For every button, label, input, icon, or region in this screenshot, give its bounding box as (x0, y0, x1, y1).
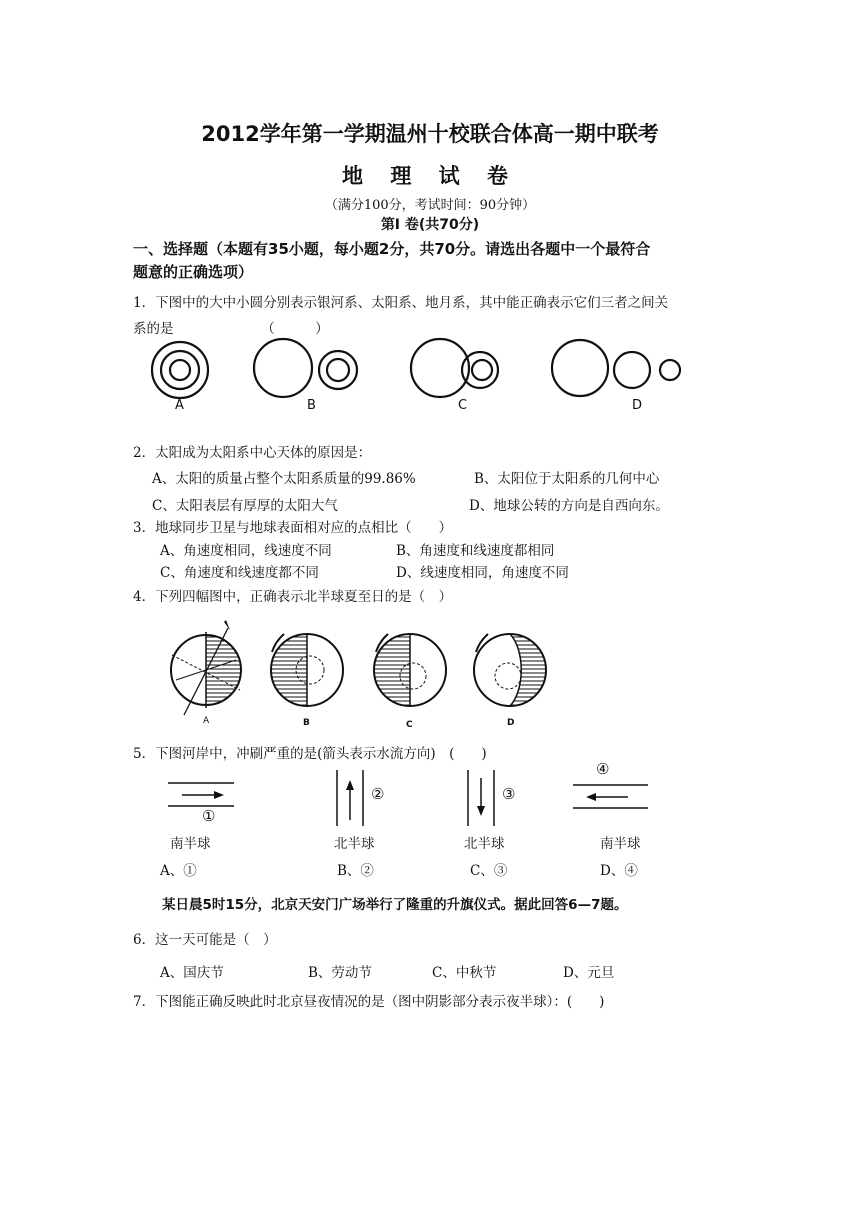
q5-option-a: A、① (160, 863, 197, 879)
q5-river-4 (573, 785, 648, 808)
q4-label-c: C (406, 720, 413, 730)
subject-title: 地 理 试 卷 (342, 164, 518, 188)
q3-stem: 3．地球同步卫星与地球表面相对应的点相比（ ） (133, 520, 453, 536)
q4-label-b: B (303, 718, 310, 728)
q2-stem: 2．太阳成为太阳系中心天体的原因是： (133, 445, 372, 461)
q2-option-c: C、太阳表层有厚厚的太阳大气 (152, 498, 338, 514)
q6-option-a: A、国庆节 (160, 965, 224, 981)
part-title: 第Ⅰ 卷(共70分) (380, 217, 480, 233)
q5-hemisphere-3: 北半球 (464, 836, 505, 852)
q5-river-1 (168, 783, 234, 806)
q5-option-c: C、③ (470, 863, 508, 879)
q3-option-b: B、角速度和线速度都相同 (396, 543, 555, 559)
q1-label-b: B (307, 398, 316, 413)
q5-hemisphere-1: 南半球 (170, 836, 211, 852)
q5-mark-3: ③ (502, 785, 516, 803)
q4-label-d: D (507, 718, 515, 728)
section-heading-line1: 一、选择题（本题有35小题，每小题2分，共70分。请选出各题中一个最符合 (133, 240, 651, 258)
exam-meta: （满分100分，考试时间：90分钟） (324, 198, 536, 213)
q2-option-a: A、太阳的质量占整个太阳系质量的99.86% (152, 471, 416, 487)
q3-option-a: A、角速度相同，线速度不同 (160, 543, 332, 559)
q1-label-d: D (632, 398, 643, 413)
q5-option-b: B、② (337, 863, 374, 879)
q4-label-a: A (203, 716, 210, 726)
q5-river-2 (337, 770, 363, 826)
q5-mark-2: ② (371, 785, 385, 803)
q5-hemisphere-4: 南半球 (600, 836, 641, 852)
q67-intro: 某日晨5时15分，北京天安门广场举行了隆重的升旗仪式。据此回答6—7题。 (162, 897, 628, 913)
exam-title: 2012学年第一学期温州十校联合体高一期中联考 (201, 122, 659, 146)
q6-option-b: B、劳动节 (308, 965, 372, 981)
section-heading-line2: 题意的正确选项） (133, 263, 254, 281)
q5-mark-1: ① (202, 807, 216, 825)
q5-stem: 5．下图河岸中，冲刷严重的是(箭头表示水流方向) ( ) (133, 746, 487, 762)
q6-option-c: C、中秋节 (432, 965, 497, 981)
q1-stem-line1: 1．下图中的大中小圆分别表示银河系、太阳系、地月系，其中能正确表示它们三者之间关 (133, 295, 669, 311)
q1-stem-line2: 系的是 （ ） (133, 321, 329, 337)
q7-stem: 7．下图能正确反映此时北京昼夜情况的是（图中阴影部分表示夜半球）：( ) (133, 994, 605, 1010)
q2-option-b: B、太阳位于太阳系的几何中心 (474, 471, 660, 487)
q1-label-a: A (175, 398, 184, 413)
q5-river-3 (468, 770, 494, 826)
q6-stem: 6．这一天可能是（ ） (133, 932, 277, 948)
q3-option-d: D、线速度相同，角速度不同 (396, 565, 569, 581)
q5-option-d: D、④ (600, 863, 638, 879)
q1-label-c: C (458, 398, 468, 413)
q5-mark-4: ④ (596, 760, 610, 778)
q3-option-c: C、角速度和线速度都不同 (160, 565, 319, 581)
q2-option-d: D、地球公转的方向是自西向东。 (469, 498, 669, 514)
q5-hemisphere-2: 北半球 (334, 836, 375, 852)
q6-option-d: D、元旦 (563, 965, 615, 981)
q4-stem: 4．下列四幅图中，正确表示北半球夏至日的是（ ） (133, 589, 453, 605)
